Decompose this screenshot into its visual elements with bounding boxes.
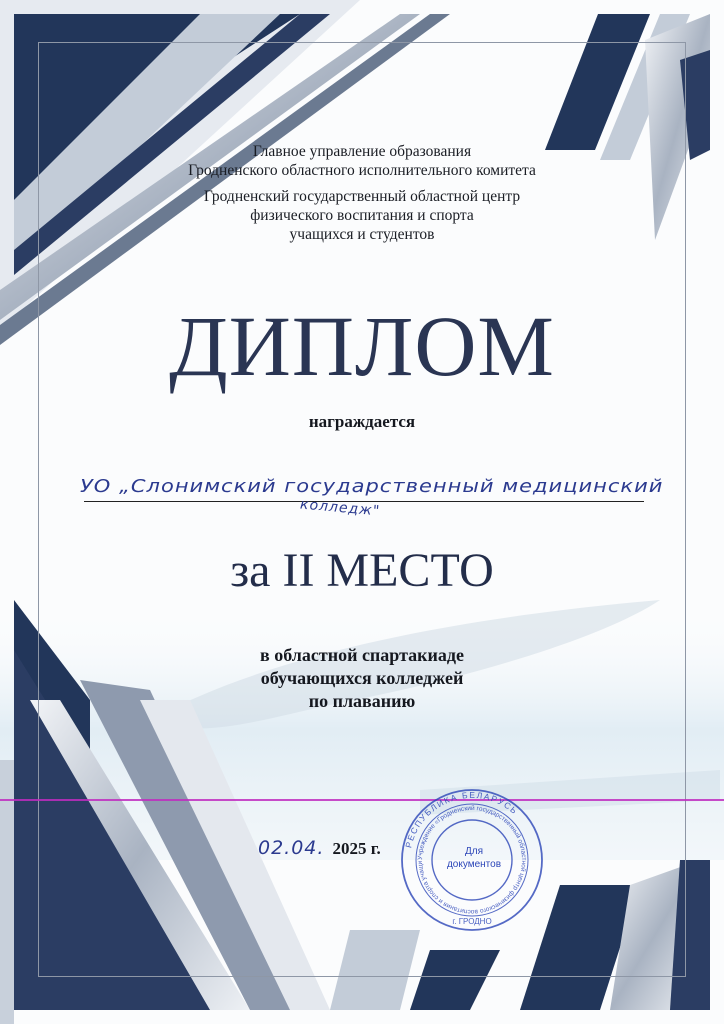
issue-date: [258, 837, 381, 859]
stamp-bottom-text: г. ГРОДНО: [452, 917, 492, 926]
recipient-line-1: УО „Слонимский государственный медицинский: [80, 475, 664, 497]
issuer-line-2: Гродненского областного исполнительного комитета: [188, 162, 536, 179]
stamp-center-line-1: Для: [464, 846, 484, 857]
issuer-line-3: Гродненский государственный областной центр: [203, 188, 521, 205]
date-handwritten: 02.04.: [258, 837, 325, 859]
issuer-center: [0, 187, 724, 244]
issuer-line-5: учащихся и студентов: [289, 226, 435, 243]
issuer-authority: [0, 142, 724, 180]
date-year: 2025 г.: [332, 839, 381, 858]
recipient-line-2: колледж": [299, 496, 381, 520]
stamp-outer-text: РЕСПУБЛИКА БЕЛАРУСЬ: [403, 789, 521, 849]
diploma-title: ДИПЛОМ: [169, 298, 555, 394]
scan-artifact-line: [0, 799, 724, 801]
issuer-line-4: физического воспитания и спорта: [250, 207, 474, 224]
event-line-1: в областной спартакиаде: [260, 645, 464, 665]
awarded-label: награждается: [308, 412, 416, 431]
issuer-line-1: Главное управление образования: [252, 143, 472, 160]
event-description: [0, 644, 724, 713]
event-line-3: по плаванию: [308, 691, 416, 711]
event-line-2: обучающихся колледжей: [260, 668, 464, 688]
place-heading: за II МЕСТО: [230, 544, 494, 597]
stamp-inner-text: Учреждение «Гродненский государственный областной центр физического воспитания и спорта учащи: [416, 804, 528, 916]
stamp-center-line-2: документов: [446, 859, 502, 870]
